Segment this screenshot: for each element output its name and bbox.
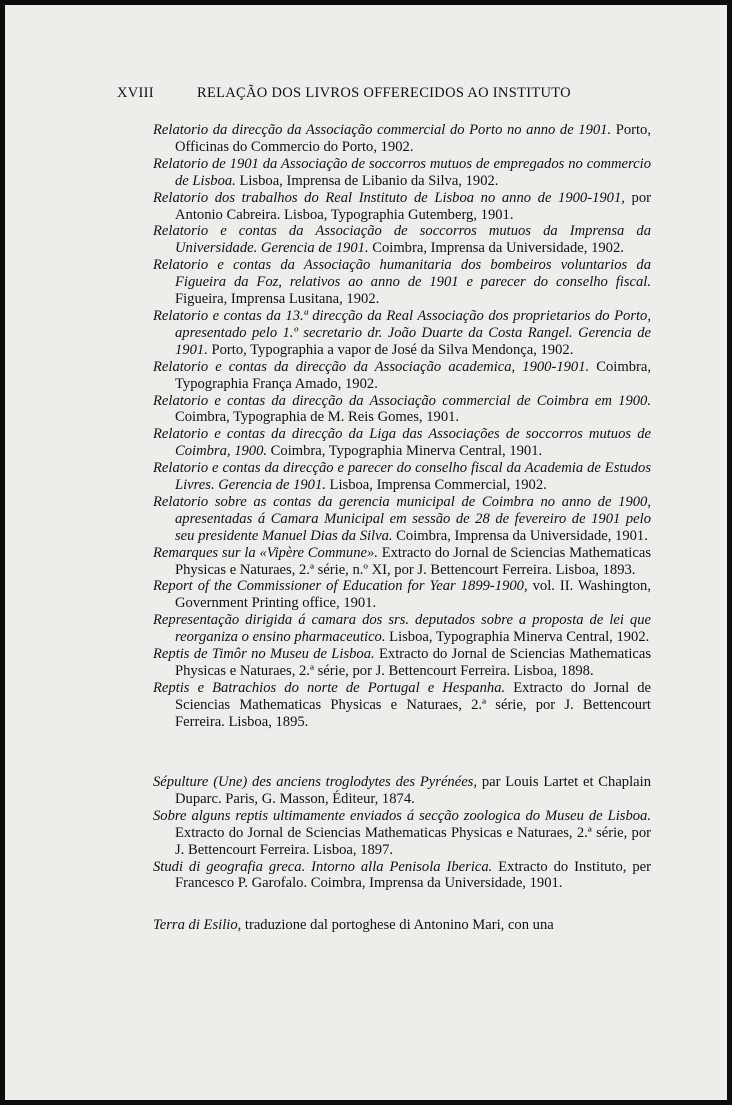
entry-details: Extracto do Jornal de Sciencias Mathematicas Physicas e Naturaes, 2.ª série, por J. Bettencourt Ferreira. Lisboa, 1895. xyxy=(175,679,652,730)
bibliography-entry xyxy=(153,578,651,612)
entry-details: Extracto do Jornal de Sciencias Mathematicas Physicas e Naturaes, 2.ª série, n.º XI, por J. Bettencourt Ferreira. Lisboa, 1893. xyxy=(175,544,651,578)
entry-title: Remarques sur la «Vipère Commune». xyxy=(153,544,378,561)
entry-details: traduzione dal portoghese di Antonino Mari, con una xyxy=(241,917,554,933)
bibliography-entry xyxy=(153,223,651,257)
bibliography-entry xyxy=(153,155,651,190)
entry-details: Coimbra, Imprensa da Universidade, 1902. xyxy=(368,240,624,257)
bibliography-entry xyxy=(153,426,651,460)
entry-details: Coimbra, Typographia de M. Reis Gomes, 1901. xyxy=(175,409,460,426)
entry-details: Coimbra, Typographia Minerva Central, 1901. xyxy=(267,443,543,460)
entry-title: Relatorio sobre as contas da gerencia municipal de Coimbra no anno de 1900, apresentadas á Camara Municipal em sessão de 28 de fevereiro de 1901 pelo seu presidente Manuel Dias da Silva. xyxy=(153,493,651,544)
entry-details: Extracto do Jornal de Sciencias Mathematicas Physicas e Naturaes, 2.ª série, por J. Bettencourt Ferreira. Lisboa, 1898. xyxy=(175,646,652,679)
bibliography-entry xyxy=(153,392,651,427)
bibliography-entry xyxy=(153,544,651,579)
entry-title: Studi di geografia greca. Intorno alla Penisola Iberica. xyxy=(153,858,493,875)
entries-group-s xyxy=(153,774,651,892)
entries-group-r xyxy=(153,122,651,731)
entry-title: Relatorio e contas da direcção da Associação commercial de Coimbra em 1900. xyxy=(153,392,651,409)
entry-title: Relatorio e contas da direcção da Associação academica, 1900-1901. xyxy=(153,358,590,375)
running-title: RELAÇÃO DOS LIVROS OFFERECIDOS AO INSTITUTO xyxy=(197,85,571,101)
running-header xyxy=(117,85,617,102)
entry-details: Coimbra, Typographia França Amado, 1902. xyxy=(175,358,651,392)
entry-title: Relatorio e contas da direcção da Liga das Associações de soccorros mutuos de Coimbra, 1900. xyxy=(153,426,651,460)
entry-details: Lisboa, Imprensa de Libanio da Silva, 1902. xyxy=(235,172,499,189)
bibliography-entry xyxy=(153,917,651,934)
entry-title: Report of the Commissioner of Education for Year 1899-1900, xyxy=(153,578,528,595)
entry-title: Representação dirigida á camara dos srs. deputados sobre a proposta de lei que reorganiza o ensino pharmaceutico. xyxy=(153,612,651,646)
entry-details: Lisboa, Typographia Minerva Central, 1902. xyxy=(385,629,650,646)
bibliography-entry xyxy=(153,858,651,893)
entry-title: Relatorio dos trabalhos do Real Instituto de Lisboa no anno de 1900-1901, xyxy=(153,189,625,206)
entry-details: Lisboa, Imprensa Commercial, 1902. xyxy=(325,477,547,494)
bibliography-entry xyxy=(153,460,651,494)
entry-details: Extracto do Jornal de Sciencias Mathematicas Physicas e Naturaes, 2.ª série, por J. Bettencourt Ferreira. Lisboa, 1897. xyxy=(175,824,651,858)
entry-title: Reptis de Timôr no Museu de Lisboa. xyxy=(153,646,375,663)
bibliography-entry xyxy=(153,257,651,308)
bibliography-entry xyxy=(153,807,651,859)
entry-title: Terra di Esilio, xyxy=(153,917,242,933)
bibliography-entry xyxy=(153,612,651,646)
bibliography-entry xyxy=(153,307,651,359)
entry-title: Sépulture (Une) des anciens troglodytes des Pyrénées, xyxy=(153,774,478,790)
bibliography-entry xyxy=(153,122,652,156)
page-number: XVIII xyxy=(117,85,154,101)
entry-title: Sobre alguns reptis ultimamente enviados á secção zoologica do Museu de Lisboa. xyxy=(153,807,651,824)
entry-details: Coimbra, Imprensa da Universidade, 1901. xyxy=(392,527,648,544)
entry-details: Porto, Officinas do Commercio do Porto, 1902. xyxy=(175,122,652,155)
entry-title: Relatorio e contas da Associação humanitaria dos bombeiros voluntarios da Figueira da Foz, relativos ao anno de 1901 e parecer do conselho fiscal. xyxy=(153,257,651,291)
entry-title: Reptis e Batrachios do norte de Portugal e Hespanha. xyxy=(153,679,506,696)
entry-details: Porto, Typographia a vapor de José da Silva Mendonça, 1902. xyxy=(207,341,574,358)
entry-title: Relatorio da direcção da Associação commercial do Porto no anno de 1901. xyxy=(153,122,612,138)
entry-details: vol. II. Washington, Government Printing office, 1901. xyxy=(175,578,651,612)
entry-details: Extracto do Instituto, per Francesco P. Garofalo. Coimbra, Imprensa da Universidade, 1901. xyxy=(175,858,651,892)
entry-details: por Antonio Cabreira. Lisboa, Typographia Gutemberg, 1901. xyxy=(175,189,651,223)
entry-title: Relatorio e contas da direcção e parecer do conselho fiscal da Academia de Estudos Livres. Gerencia de 1901. xyxy=(153,460,651,494)
entry-title: Relatorio de 1901 da Associação de soccorros mutuos de empregados no commercio de Lisboa. xyxy=(153,155,651,189)
entry-title: Relatorio e contas da Associação de soccorros mutuos da Imprensa da Universidade. Gerencia de 1901. xyxy=(153,223,651,257)
bibliography-entry xyxy=(153,679,652,731)
entries-group-t xyxy=(153,917,651,934)
bibliography-entry xyxy=(153,646,652,680)
entry-details: par Louis Lartet et Chaplain Duparc. Paris, G. Masson, Éditeur, 1874. xyxy=(175,774,651,807)
bibliography-entry xyxy=(153,774,651,808)
entry-details: Figueira, Imprensa Lusitana, 1902. xyxy=(175,291,380,308)
bibliography-entry xyxy=(153,189,651,224)
bibliography-entry xyxy=(153,493,651,545)
entry-title: Relatorio e contas da 13.ª direcção da Real Associação dos proprietarios do Porto, apresentado pelo 1.º secretario dr. João Duarte da Costa Rangel. Gerencia de 1901. xyxy=(153,307,651,358)
bibliography-entry xyxy=(153,358,651,393)
